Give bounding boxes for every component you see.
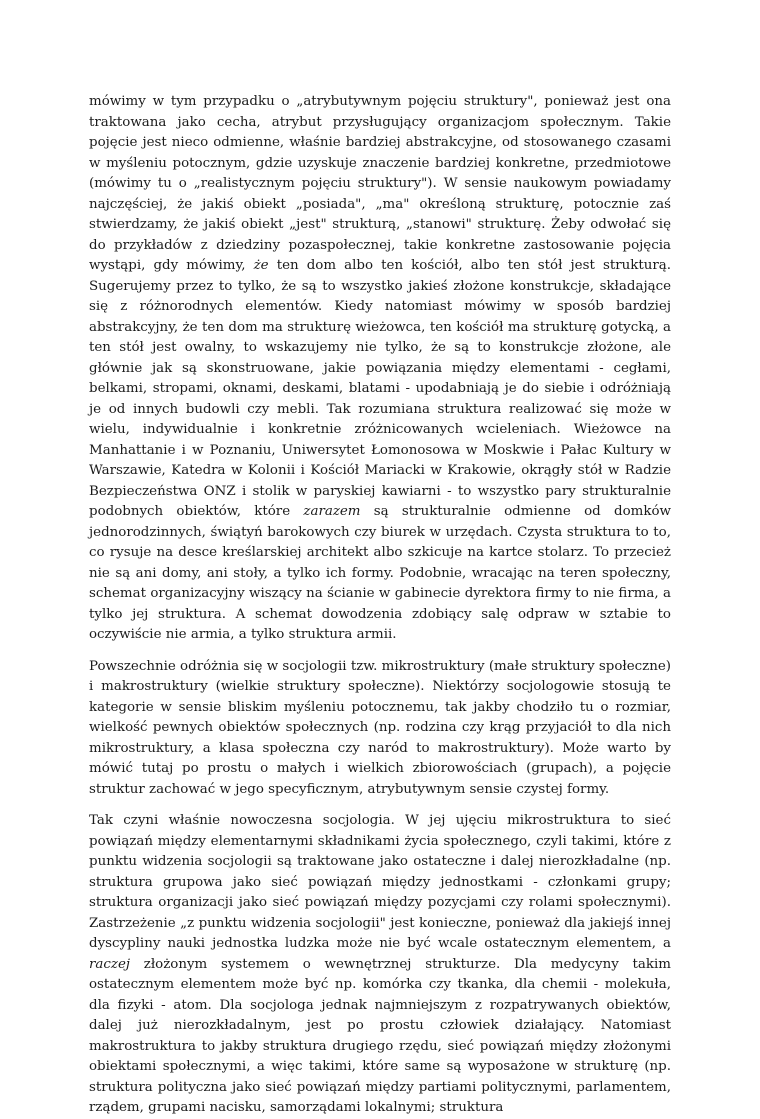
paragraph-1 (89, 92, 671, 646)
paragraph-2 (89, 657, 671, 801)
paragraph-1-text: są strukturalnie odmienne od domków jednorodzinnych, świątyń barokowych czy biurek w urzędach. Czysta struktura to to, co rysuje na desce kreślarskiej architekt albo szkicuje na kartce stolarz. To przecież nie są ani domy, ani stoły, a tylko ich formy. Podobnie, wracając na teren społeczny, schemat organizacyjny wiszący na ścianie w gabinecie dyrektora firmy to nie firma, a tylko jej struktura. A schemat dowodzenia zdobiący salę odpraw w sztabie to oczywiście nie armia, a tylko struktura armii. (89, 504, 671, 642)
paragraph-1-text: mówimy w tym przypadku o „atrybutywnym pojęciu struktury", ponieważ jest ona traktowana jako cecha, atrybut przysługujący organizacjom społecznym. Takie pojęcie jest nieco odmienne, właśnie bardziej abstrakcyjne, od stosowanego czasami w myśleniu potocznym, gdzie uzyskuje znaczenie bardziej konkretne, przedmiotowe (mówimy tu o „realistycznym pojęciu struktury"). W sensie naukowym powiadamy najczęściej, że jakiś obiekt „posiada", „ma" określoną strukturę, potocznie zaś stwierdzamy, że jakiś obiekt „jest" strukturą, „stanowi" strukturę. Żeby odwołać się do przykładów z dziedziny pozaspołecznej, takie konkretne zastosowanie pojęcia wystąpi, gdy mówimy, (89, 94, 671, 273)
document-page (89, 92, 671, 1119)
paragraph-3-text: Tak czyni właśnie nowoczesna socjologia. W jej ujęciu mikrostruktura to sieć powiązań między elementarnymi składnikami życia społecznego, czyli takimi, które z punktu widzenia socjologii są traktowane jako ostateczne i dalej nierozkładalne (np. struktura grupowa jako sieć powiązań między jednostkami - członkami grupy; struktura organizacji jako sieć powiązań między pozycjami czy rolami społecznymi). Zastrzeżenie „z punktu widzenia socjologii" jest konieczne, ponieważ dla jakiejś innej dyscypliny nauki jednostka ludzka może nie być wcale ostatecznym elementem, a (89, 813, 671, 951)
paragraph-3-emphasis: raczej (89, 956, 131, 972)
paragraph-1-text: ten dom albo ten kościół, albo ten stół jest strukturą. Sugerujemy przez to tylko, że są to wszystko jakieś złożone konstrukcje, składające się z różnorodnych elementów. Kiedy natomiast mówimy w sposób bardziej abstrakcyjny, że ten dom ma strukturę wieżowca, ten kościół ma strukturę gotycką, a ten stół jest owalny, to wskazujemy nie tylko, że są to konstrukcje złożone, ale głównie jak są skonstruowane, jakie powiązania między elementami - cegłami, belkami, stropami, oknami, deskami, blatami - upodabniają je do siebie i odróżniają je od innych budowli czy mebli. Tak rozumiana struktura realizować się może w wielu, indywidualnie i konkretnie zróżnicowanych wcieleniach. Wieżowce na Manhattanie i w Poznaniu, Uniwersytet Łomonosowa w Moskwie i Pałac Kultury w Warszawie, Katedra w Kolonii i Kościół Mariacki w Krakowie, okrągły stół w Radzie Bezpieczeństwa ONZ i stolik w paryskiej kawiarni - to wszystko pary strukturalnie podobnych obiektów, które (89, 258, 671, 519)
paragraph-3 (89, 811, 671, 1119)
paragraph-2-text: Powszechnie odróżnia się w socjologii tzw. mikrostruktury (małe struktury społeczne) i makrostruktury (wielkie struktury społeczne). Niektórzy socjologowie stosują te kategorie w sensie bliskim myśleniu potocznemu, tak jakby chodziło tu o rozmiar, wielkość pewnych obiektów społecznych (np. rodzina czy krąg przyjaciół to dla nich mikrostruktury, a klasa społeczna czy naród to makrostruktury). Może warto by mówić tutaj po prostu o małych i wielkich zbiorowościach (grupach), a pojęcie struktur zachować w jego specyficznym, atrybutywnym sensie czystej formy. (89, 658, 671, 797)
paragraph-3-text: złożonym systemem o wewnętrznej strukturze. Dla medycyny takim ostatecznym elementem może być np. komórka czy tkanka, dla chemii - molekuła, dla fizyki - atom. Dla socjologa jednak najmniejszym z rozpatrywanych obiektów, dalej już nierozkładalnym, jest po prostu człowiek działający. Natomiast makrostruktura to jakby struktura drugiego rzędu, sieć powiązań między złożonymi obiektami społecznymi, a więc takimi, które same są wyposażone w strukturę (np. struktura polityczna jako sieć powiązań między partiami politycznymi, parlamentem, rządem, grupami nacisku, samorządami lokalnymi; struktura (89, 956, 671, 1115)
paragraph-1-emphasis: że (253, 258, 269, 273)
paragraph-1-emphasis: zarazem (303, 504, 361, 519)
